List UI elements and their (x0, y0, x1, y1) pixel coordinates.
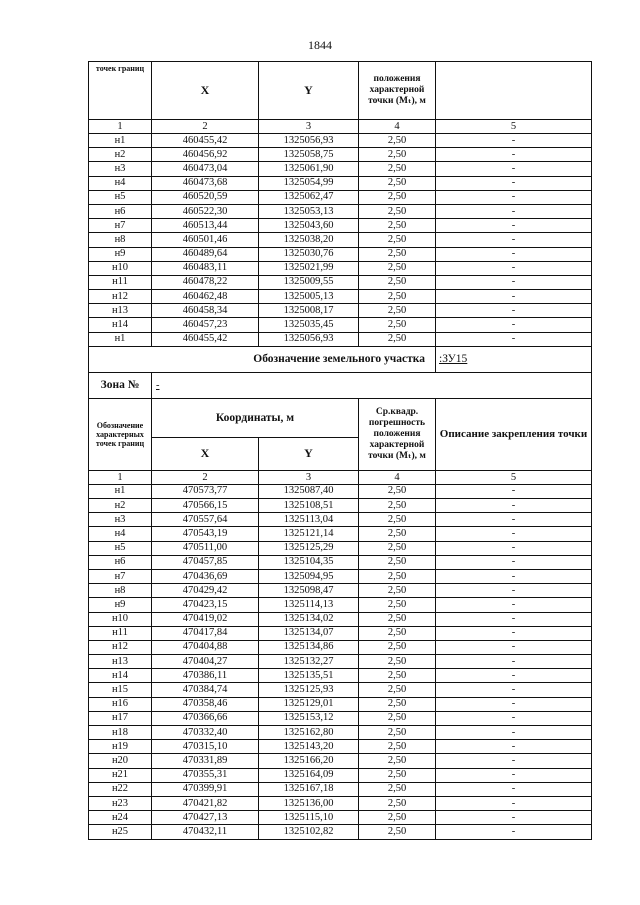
table-row (89, 499, 592, 513)
x-coordinate-cell: 470543,19 (152, 527, 259, 541)
accuracy-cell: 2,50 (359, 190, 436, 204)
parcel-designation-label: Обозначение земельного участка (89, 346, 436, 372)
point-id-cell: н14 (89, 669, 152, 683)
description-cell: - (436, 555, 592, 569)
table2-header-coordinates: Координаты, м (152, 398, 359, 437)
y-coordinate-cell: 1325134,86 (259, 640, 359, 654)
point-id-cell: н8 (89, 584, 152, 598)
y-coordinate-cell: 1325129,01 (259, 697, 359, 711)
point-id-cell: н2 (89, 148, 152, 162)
accuracy-cell: 2,50 (359, 304, 436, 318)
accuracy-cell: 2,50 (359, 683, 436, 697)
x-coordinate-cell: 470427,13 (152, 811, 259, 825)
table2-header-points: Обозначение характерных точек границ (89, 398, 152, 470)
table-row (89, 726, 592, 740)
point-id-cell: н12 (89, 640, 152, 654)
y-coordinate-cell: 1325134,02 (259, 612, 359, 626)
accuracy-cell: 2,50 (359, 782, 436, 796)
x-coordinate-cell: 470399,91 (152, 782, 259, 796)
point-id-cell: н10 (89, 612, 152, 626)
x-coordinate-cell: 470404,27 (152, 655, 259, 669)
description-cell: - (436, 190, 592, 204)
x-coordinate-cell: 460489,64 (152, 247, 259, 261)
accuracy-cell: 2,50 (359, 555, 436, 569)
table-row (89, 484, 592, 498)
point-id-cell: н12 (89, 290, 152, 304)
point-id-cell: н15 (89, 683, 152, 697)
accuracy-cell: 2,50 (359, 176, 436, 190)
description-cell: - (436, 655, 592, 669)
description-cell: - (436, 162, 592, 176)
column-number: 3 (259, 470, 359, 484)
accuracy-cell: 2,50 (359, 527, 436, 541)
column-number: 5 (436, 120, 592, 134)
description-cell: - (436, 626, 592, 640)
point-id-cell: н7 (89, 569, 152, 583)
x-coordinate-cell: 460458,34 (152, 304, 259, 318)
x-coordinate-cell: 470358,46 (152, 697, 259, 711)
column-number: 4 (359, 470, 436, 484)
table-row (89, 683, 592, 697)
accuracy-cell: 2,50 (359, 655, 436, 669)
description-cell: - (436, 768, 592, 782)
description-cell: - (436, 740, 592, 754)
table-row (89, 304, 592, 318)
point-id-cell: н23 (89, 796, 152, 810)
x-coordinate-cell: 470423,15 (152, 598, 259, 612)
x-coordinate-cell: 460456,92 (152, 148, 259, 162)
y-coordinate-cell: 1325135,51 (259, 669, 359, 683)
y-coordinate-cell: 1325167,18 (259, 782, 359, 796)
accuracy-cell: 2,50 (359, 513, 436, 527)
x-coordinate-cell: 470566,15 (152, 499, 259, 513)
accuracy-cell: 2,50 (359, 811, 436, 825)
y-coordinate-cell: 1325098,47 (259, 584, 359, 598)
point-id-cell: н9 (89, 247, 152, 261)
point-id-cell: н3 (89, 513, 152, 527)
x-coordinate-cell: 460478,22 (152, 275, 259, 289)
x-coordinate-cell: 470557,64 (152, 513, 259, 527)
table-row (89, 541, 592, 555)
x-coordinate-cell: 470511,00 (152, 541, 259, 555)
accuracy-cell: 2,50 (359, 332, 436, 346)
table-row (89, 612, 592, 626)
accuracy-cell: 2,50 (359, 825, 436, 839)
x-coordinate-cell: 470384,74 (152, 683, 259, 697)
x-coordinate-cell: 470432,11 (152, 825, 259, 839)
point-id-cell: н5 (89, 541, 152, 555)
accuracy-cell: 2,50 (359, 233, 436, 247)
description-cell: - (436, 697, 592, 711)
description-cell: - (436, 275, 592, 289)
point-id-cell: н6 (89, 204, 152, 218)
table-row (89, 584, 592, 598)
y-coordinate-cell: 1325121,14 (259, 527, 359, 541)
accuracy-cell: 2,50 (359, 711, 436, 725)
description-cell: - (436, 290, 592, 304)
x-coordinate-cell: 460462,48 (152, 290, 259, 304)
description-cell: - (436, 683, 592, 697)
y-coordinate-cell: 1325056,93 (259, 332, 359, 346)
accuracy-cell: 2,50 (359, 598, 436, 612)
column-number: 1 (89, 120, 152, 134)
accuracy-cell: 2,50 (359, 204, 436, 218)
y-coordinate-cell: 1325104,35 (259, 555, 359, 569)
x-coordinate-cell: 470355,31 (152, 768, 259, 782)
point-id-cell: н3 (89, 162, 152, 176)
point-id-cell: н13 (89, 304, 152, 318)
y-coordinate-cell: 1325009,55 (259, 275, 359, 289)
table-row (89, 162, 592, 176)
table1-header-points: точек границ (89, 62, 152, 120)
x-coordinate-cell: 470386,11 (152, 669, 259, 683)
point-id-cell: н9 (89, 598, 152, 612)
y-coordinate-cell: 1325038,20 (259, 233, 359, 247)
table-row (89, 626, 592, 640)
description-cell: - (436, 176, 592, 190)
table-row (89, 318, 592, 332)
x-coordinate-cell: 470429,42 (152, 584, 259, 598)
y-coordinate-cell: 1325021,99 (259, 261, 359, 275)
description-cell: - (436, 219, 592, 233)
table-row (89, 290, 592, 304)
y-coordinate-cell: 1325115,10 (259, 811, 359, 825)
zone-row (89, 372, 592, 398)
description-cell: - (436, 669, 592, 683)
point-id-cell: н20 (89, 754, 152, 768)
accuracy-cell: 2,50 (359, 754, 436, 768)
x-coordinate-cell: 460455,42 (152, 134, 259, 148)
table1-header-col5 (436, 62, 592, 120)
x-coordinate-cell: 460455,42 (152, 332, 259, 346)
y-coordinate-cell: 1325030,76 (259, 247, 359, 261)
y-coordinate-cell: 1325162,80 (259, 726, 359, 740)
point-id-cell: н10 (89, 261, 152, 275)
table-row (89, 811, 592, 825)
x-coordinate-cell: 470457,85 (152, 555, 259, 569)
point-id-cell: н11 (89, 626, 152, 640)
y-coordinate-cell: 1325102,82 (259, 825, 359, 839)
point-id-cell: н8 (89, 233, 152, 247)
description-cell: - (436, 247, 592, 261)
table-row (89, 825, 592, 839)
point-id-cell: н24 (89, 811, 152, 825)
x-coordinate-cell: 470366,66 (152, 711, 259, 725)
table-row (89, 697, 592, 711)
description-cell: - (436, 204, 592, 218)
x-coordinate-cell: 470331,89 (152, 754, 259, 768)
accuracy-cell: 2,50 (359, 247, 436, 261)
x-coordinate-cell: 460457,23 (152, 318, 259, 332)
description-cell: - (436, 796, 592, 810)
x-coordinate-cell: 470315,10 (152, 740, 259, 754)
x-coordinate-cell: 460473,68 (152, 176, 259, 190)
column-number: 5 (436, 470, 592, 484)
x-coordinate-cell: 470436,69 (152, 569, 259, 583)
table2-numbering-row (89, 470, 592, 484)
y-coordinate-cell: 1325008,17 (259, 304, 359, 318)
point-id-cell: н5 (89, 190, 152, 204)
x-coordinate-cell: 470419,02 (152, 612, 259, 626)
point-id-cell: н6 (89, 555, 152, 569)
description-cell: - (436, 598, 592, 612)
table-row (89, 513, 592, 527)
table2-header-description: Описание закрепления точки (436, 398, 592, 470)
x-coordinate-cell: 470332,40 (152, 726, 259, 740)
y-coordinate-cell: 1325087,40 (259, 484, 359, 498)
y-coordinate-cell: 1325166,20 (259, 754, 359, 768)
zone-value: - (152, 372, 592, 398)
point-id-cell: н19 (89, 740, 152, 754)
point-id-cell: н4 (89, 527, 152, 541)
table-row (89, 148, 592, 162)
accuracy-cell: 2,50 (359, 669, 436, 683)
accuracy-cell: 2,50 (359, 612, 436, 626)
y-coordinate-cell: 1325005,13 (259, 290, 359, 304)
x-coordinate-cell: 460513,44 (152, 219, 259, 233)
parcel-designation-row (89, 346, 592, 372)
y-coordinate-cell: 1325125,29 (259, 541, 359, 555)
zone-label: Зона № (89, 372, 152, 398)
description-cell: - (436, 726, 592, 740)
table-row (89, 640, 592, 654)
parcel-designation-value: :ЗУ15 (436, 346, 592, 372)
point-id-cell: н13 (89, 655, 152, 669)
accuracy-cell: 2,50 (359, 162, 436, 176)
point-id-cell: н22 (89, 782, 152, 796)
table-row (89, 711, 592, 725)
x-coordinate-cell: 470404,88 (152, 640, 259, 654)
table-row (89, 261, 592, 275)
page-number: 1844 (308, 38, 332, 52)
point-id-cell: н4 (89, 176, 152, 190)
accuracy-cell: 2,50 (359, 796, 436, 810)
table-row (89, 768, 592, 782)
table1-header-y: Y (259, 62, 359, 120)
point-id-cell: н18 (89, 726, 152, 740)
table-row (89, 247, 592, 261)
point-id-cell: н17 (89, 711, 152, 725)
table-row (89, 655, 592, 669)
y-coordinate-cell: 1325164,09 (259, 768, 359, 782)
x-coordinate-cell: 460483,11 (152, 261, 259, 275)
table-row (89, 204, 592, 218)
table1-header-accuracy: положения характерной точки (Mₜ), м (359, 62, 436, 120)
description-cell: - (436, 640, 592, 654)
accuracy-cell: 2,50 (359, 275, 436, 289)
column-number: 3 (259, 120, 359, 134)
point-id-cell: н1 (89, 484, 152, 498)
accuracy-cell: 2,50 (359, 219, 436, 233)
y-coordinate-cell: 1325062,47 (259, 190, 359, 204)
description-cell: - (436, 569, 592, 583)
description-cell: - (436, 332, 592, 346)
column-number: 1 (89, 470, 152, 484)
y-coordinate-cell: 1325143,20 (259, 740, 359, 754)
table1-header-x: X (152, 62, 259, 120)
y-coordinate-cell: 1325061,90 (259, 162, 359, 176)
table1-numbering-row (89, 120, 592, 134)
description-cell: - (436, 261, 592, 275)
accuracy-cell: 2,50 (359, 134, 436, 148)
x-coordinate-cell: 460501,46 (152, 233, 259, 247)
table-row (89, 233, 592, 247)
y-coordinate-cell: 1325094,95 (259, 569, 359, 583)
y-coordinate-cell: 1325035,45 (259, 318, 359, 332)
description-cell: - (436, 527, 592, 541)
accuracy-cell: 2,50 (359, 626, 436, 640)
point-id-cell: н21 (89, 768, 152, 782)
y-coordinate-cell: 1325132,27 (259, 655, 359, 669)
x-coordinate-cell: 470417,84 (152, 626, 259, 640)
table-row (89, 555, 592, 569)
table2-header-y: Y (259, 437, 359, 470)
point-id-cell: н16 (89, 697, 152, 711)
table-row (89, 332, 592, 346)
table-row (89, 275, 592, 289)
y-coordinate-cell: 1325058,75 (259, 148, 359, 162)
accuracy-cell: 2,50 (359, 261, 436, 275)
point-id-cell: н1 (89, 134, 152, 148)
description-cell: - (436, 134, 592, 148)
table-row (89, 782, 592, 796)
point-id-cell: н1 (89, 332, 152, 346)
x-coordinate-cell: 470421,82 (152, 796, 259, 810)
description-cell: - (436, 499, 592, 513)
description-cell: - (436, 148, 592, 162)
accuracy-cell: 2,50 (359, 768, 436, 782)
x-coordinate-cell: 460473,04 (152, 162, 259, 176)
description-cell: - (436, 584, 592, 598)
column-number: 2 (152, 120, 259, 134)
accuracy-cell: 2,50 (359, 484, 436, 498)
y-coordinate-cell: 1325153,12 (259, 711, 359, 725)
table1-header-row (89, 62, 592, 120)
point-id-cell: н11 (89, 275, 152, 289)
y-coordinate-cell: 1325056,93 (259, 134, 359, 148)
description-cell: - (436, 711, 592, 725)
table-row (89, 740, 592, 754)
y-coordinate-cell: 1325053,13 (259, 204, 359, 218)
x-coordinate-cell: 470573,77 (152, 484, 259, 498)
table-row (89, 134, 592, 148)
table2-header-accuracy: Ср.квадр. погрешность положения характерной точки (Mₜ), м (359, 398, 436, 470)
accuracy-cell: 2,50 (359, 148, 436, 162)
description-cell: - (436, 754, 592, 768)
description-cell: - (436, 484, 592, 498)
description-cell: - (436, 825, 592, 839)
accuracy-cell: 2,50 (359, 318, 436, 332)
description-cell: - (436, 233, 592, 247)
y-coordinate-cell: 1325113,04 (259, 513, 359, 527)
y-coordinate-cell: 1325043,60 (259, 219, 359, 233)
description-cell: - (436, 612, 592, 626)
y-coordinate-cell: 1325136,00 (259, 796, 359, 810)
x-coordinate-cell: 460520,59 (152, 190, 259, 204)
y-coordinate-cell: 1325114,13 (259, 598, 359, 612)
description-cell: - (436, 513, 592, 527)
x-coordinate-cell: 460522,30 (152, 204, 259, 218)
accuracy-cell: 2,50 (359, 569, 436, 583)
table-row (89, 796, 592, 810)
accuracy-cell: 2,50 (359, 726, 436, 740)
table-row (89, 598, 592, 612)
y-coordinate-cell: 1325054,99 (259, 176, 359, 190)
table-row (89, 527, 592, 541)
table-row (89, 176, 592, 190)
table-row (89, 669, 592, 683)
accuracy-cell: 2,50 (359, 584, 436, 598)
description-cell: - (436, 782, 592, 796)
accuracy-cell: 2,50 (359, 740, 436, 754)
description-cell: - (436, 811, 592, 825)
point-id-cell: н2 (89, 499, 152, 513)
table-row (89, 219, 592, 233)
description-cell: - (436, 318, 592, 332)
table2-header-row (89, 398, 592, 437)
y-coordinate-cell: 1325134,07 (259, 626, 359, 640)
description-cell: - (436, 541, 592, 555)
table-row (89, 190, 592, 204)
coordinates-table (88, 61, 592, 840)
column-number: 4 (359, 120, 436, 134)
column-number: 2 (152, 470, 259, 484)
y-coordinate-cell: 1325108,51 (259, 499, 359, 513)
accuracy-cell: 2,50 (359, 697, 436, 711)
description-cell: - (436, 304, 592, 318)
accuracy-cell: 2,50 (359, 541, 436, 555)
table-row (89, 754, 592, 768)
accuracy-cell: 2,50 (359, 640, 436, 654)
point-id-cell: н14 (89, 318, 152, 332)
point-id-cell: н25 (89, 825, 152, 839)
table2-header-x: X (152, 437, 259, 470)
accuracy-cell: 2,50 (359, 499, 436, 513)
accuracy-cell: 2,50 (359, 290, 436, 304)
y-coordinate-cell: 1325125,93 (259, 683, 359, 697)
table-row (89, 569, 592, 583)
point-id-cell: н7 (89, 219, 152, 233)
